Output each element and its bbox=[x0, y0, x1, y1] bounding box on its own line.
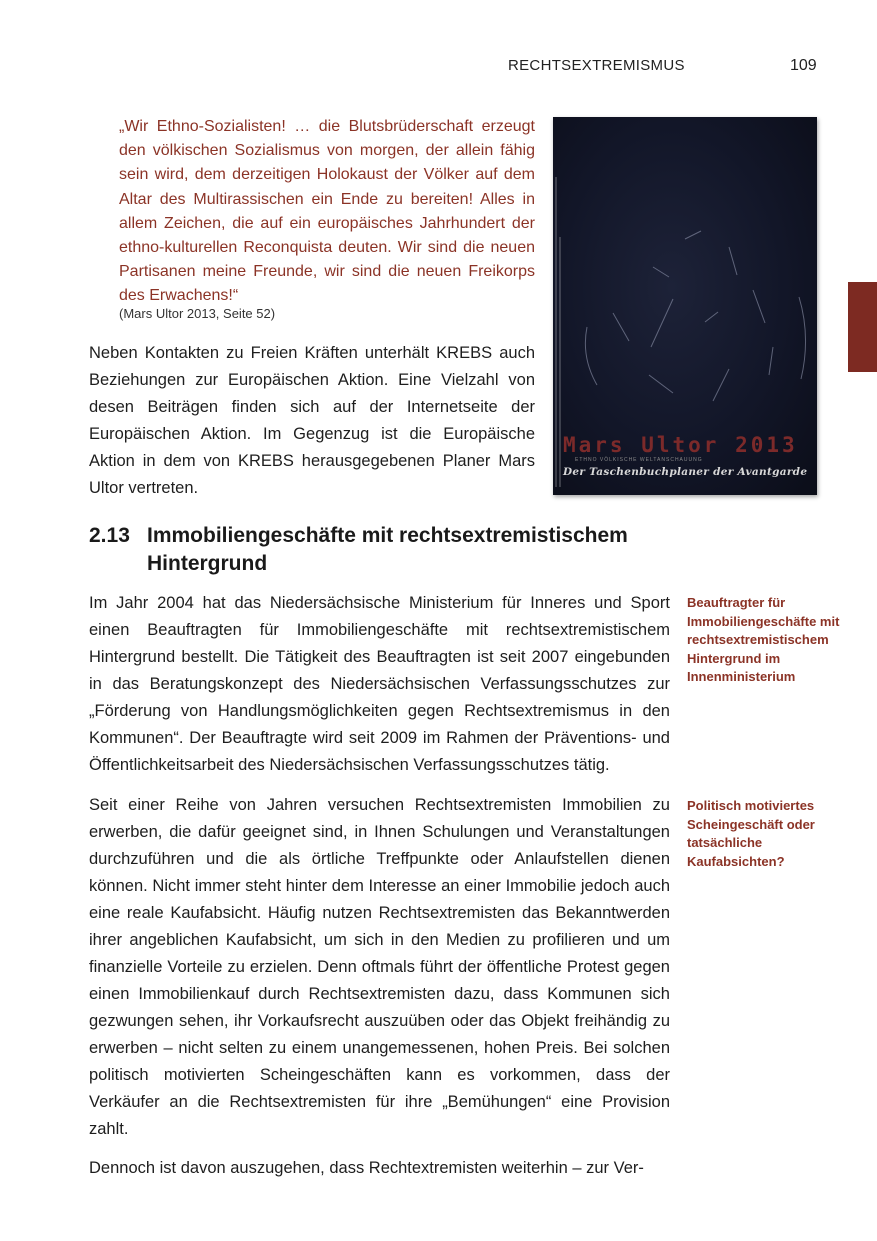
section-number: 2.13 bbox=[89, 524, 130, 547]
chapter-tab bbox=[848, 282, 877, 372]
running-header: RECHTSEXTREMISMUS bbox=[508, 57, 685, 74]
paragraph-sham-deals: Seit einer Reihe von Jahren versuchen Rechtsextremisten Immobilien zu erwerben, die dafür geeignet sind, in Ihnen Schulungen und Veranstaltungen durchzuführen und die als örtliche Treffpunkte oder Anlaufstellen dienen können. Nicht immer steht hinter dem Interesse an einer Immobilie jedoch auch eine reale Kaufabsicht. Häufig nutzen Rechtsextremisten das Bekanntwerden ihrer angeblichen Kaufabsicht, um sich in den Medien zu profilieren und um finanzielle Vorteile zu erzielen. Denn oftmals führt der öffentliche Protest gegen einen Immobilienkauf durch Rechtsextremisten dazu, dass Kommunen sich gezwungen sehen, ihr Vorkaufsrecht auszuüben oder das Objekt freihändig zu erwerben – nicht selten zu einem unangemessenen, hohen Preis. Bei solchen politisch motivierten Scheingeschäften kann es vorkommen, dass der Verkäufer an die Rechtsextremisten für ihre „Bemühungen“ eine Provision zahlt. bbox=[89, 796, 670, 1138]
quote-source: (Mars Ultor 2013, Seite 52) bbox=[119, 306, 276, 321]
page-number: 109 bbox=[790, 57, 817, 74]
paragraph-continuation: Dennoch ist davon auszugehen, dass Rechtextremisten weiterhin – zur Ver- bbox=[89, 1159, 644, 1177]
book-cover-image bbox=[553, 117, 817, 495]
margin-note-commissioner: Beauftragter für Immobiliengeschäfte mit rechtsextremistischem Hintergrund im Innenministerium bbox=[687, 595, 840, 684]
quote-text: „Wir Ethno-Sozialisten! … die Blutsbrüderschaft erzeugt den völkischen Sozialismus von morgen, der allein fähig sein wird, dem derzeitigen Holokaust der Völker auf dem Altar des Multirassischen ein Ende zu bereiten! Alles in allem Zeichen, die auf ein europäisches Jahrhundert der ethno-kulturellen Reconquista deuten. Wir sind die neuen Partisanen meine Freunde, wir sind die neuen Freikorps des Erwachens!“ bbox=[119, 118, 535, 305]
book-subtitle: Der Taschenbuchplaner der Avantgarde bbox=[563, 466, 808, 478]
book-small-line: ETHNO VÖLKISCHE WELTANSCHAUUNG bbox=[575, 457, 703, 463]
section-title: Immobiliengeschäfte mit rechtsextremistischem Hintergrund bbox=[147, 524, 628, 575]
paragraph-commissioner: Im Jahr 2004 hat das Niedersächsische Ministerium für Inneres und Sport einen Beauftragten für Immobiliengeschäfte mit rechtsextremistischem Hintergrund bestellt. Die Tätigkeit des Beauftragten ist seit 2007 eingebunden in das Beratungskonzept des Niedersächsischen Verfassungsschutzes zur „Förderung von Handlungsmöglichkeiten gegen Rechtsextremismus in den Kommunen“. Der Beauftragte wird seit 2009 im Rahmen der Präventions- und Öffentlichkeitsarbeit des Niedersächsischen Verfassungsschutzes tätig. bbox=[89, 594, 670, 774]
margin-note-sham-deals: Politisch motiviertes Scheingeschäft oder tatsächliche Kaufabsichten? bbox=[687, 798, 815, 869]
paragraph-contacts: Neben Kontakten zu Freien Kräften unterhält KREBS auch Beziehungen zur Europäischen Aktion. Eine Vielzahl von desen Beiträgen finden sich auf der Internetseite der Europäischen Aktion. Im Gegenzug ist die Europäische Aktion in dem von KREBS herausgegebenen Planer Mars Ultor vertreten. bbox=[89, 344, 535, 497]
book-title: Mars Ultor 2013 bbox=[563, 433, 798, 457]
